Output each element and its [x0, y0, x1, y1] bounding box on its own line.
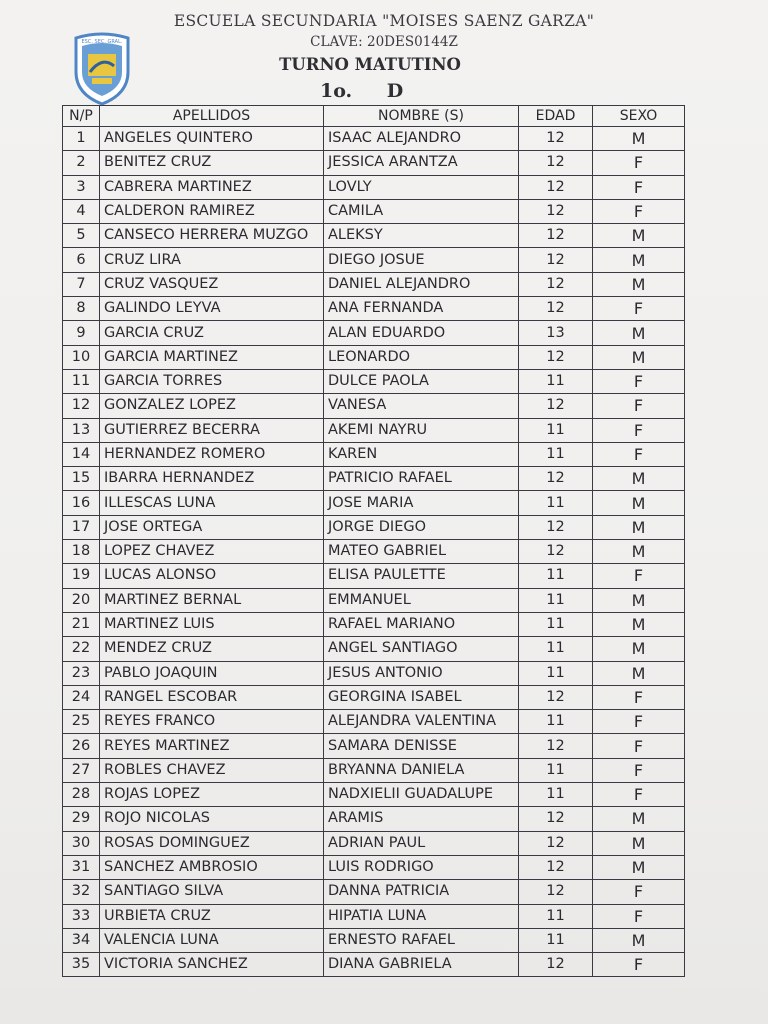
cell-sexo: F: [593, 175, 685, 199]
table-row: [63, 807, 685, 831]
cell-sexo: F: [593, 904, 685, 928]
cell-nombres: ALAN EDUARDO: [324, 321, 519, 345]
table-row: [63, 418, 685, 442]
cell-nombres: ANA FERNANDA: [324, 297, 519, 321]
cell-np: 29: [63, 807, 100, 831]
cell-np: 3: [63, 175, 100, 199]
table-row: [63, 369, 685, 393]
header-nombres: NOMBRE (S): [324, 106, 519, 127]
cell-np: 11: [63, 369, 100, 393]
cell-apellidos: VALENCIA LUNA: [100, 928, 324, 952]
cell-np: 25: [63, 710, 100, 734]
cell-nombres: DANNA PATRICIA: [324, 880, 519, 904]
cell-nombres: JOSE MARIA: [324, 491, 519, 515]
cell-np: 32: [63, 880, 100, 904]
cell-edad: 12: [519, 953, 593, 977]
cell-apellidos: MENDEZ CRUZ: [100, 637, 324, 661]
cell-nombres: HIPATIA LUNA: [324, 904, 519, 928]
cell-np: 19: [63, 564, 100, 588]
cell-nombres: DANIEL ALEJANDRO: [324, 272, 519, 296]
table-row: [63, 734, 685, 758]
cell-sexo: F: [593, 394, 685, 418]
table-row: [63, 297, 685, 321]
cell-nombres: LOVLY: [324, 175, 519, 199]
group-label: 1o. D: [320, 80, 404, 102]
table-row: [63, 394, 685, 418]
table-row: [63, 540, 685, 564]
cell-nombres: VANESA: [324, 394, 519, 418]
table-row: [63, 612, 685, 636]
cell-nombres: ARAMIS: [324, 807, 519, 831]
cell-edad: 11: [519, 928, 593, 952]
table-header: [63, 106, 685, 127]
cell-apellidos: SANCHEZ AMBROSIO: [100, 855, 324, 879]
header-row: [63, 106, 685, 127]
cell-edad: 12: [519, 199, 593, 223]
cell-np: 14: [63, 442, 100, 466]
cell-edad: 11: [519, 904, 593, 928]
cell-sexo: M: [593, 637, 685, 661]
cell-edad: 11: [519, 564, 593, 588]
cell-apellidos: GARCIA TORRES: [100, 369, 324, 393]
cell-np: 13: [63, 418, 100, 442]
cell-apellidos: SANTIAGO SILVA: [100, 880, 324, 904]
cell-nombres: ISAAC ALEJANDRO: [324, 127, 519, 151]
logo-text: ESC. SEC. GRAL.: [81, 39, 123, 45]
cell-apellidos: ROSAS DOMINGUEZ: [100, 831, 324, 855]
cell-edad: 12: [519, 807, 593, 831]
cell-np: 16: [63, 491, 100, 515]
cell-np: 18: [63, 540, 100, 564]
header-apellidos: APELLIDOS: [100, 106, 324, 127]
cell-edad: 12: [519, 175, 593, 199]
cell-nombres: ADRIAN PAUL: [324, 831, 519, 855]
cell-apellidos: IBARRA HERNANDEZ: [100, 467, 324, 491]
cell-sexo: F: [593, 442, 685, 466]
cell-edad: 12: [519, 394, 593, 418]
school-clave: CLAVE: 20DES0144Z: [310, 34, 458, 50]
cell-apellidos: RANGEL ESCOBAR: [100, 685, 324, 709]
cell-sexo: F: [593, 418, 685, 442]
cell-np: 33: [63, 904, 100, 928]
cell-edad: 12: [519, 272, 593, 296]
cell-edad: 11: [519, 758, 593, 782]
cell-apellidos: CRUZ VASQUEZ: [100, 272, 324, 296]
table-row: [63, 661, 685, 685]
cell-sexo: F: [593, 783, 685, 807]
cell-sexo: F: [593, 297, 685, 321]
header-np: N/P: [63, 106, 100, 127]
cell-sexo: F: [593, 564, 685, 588]
cell-sexo: M: [593, 588, 685, 612]
table-row: [63, 175, 685, 199]
cell-sexo: M: [593, 272, 685, 296]
cell-sexo: F: [593, 734, 685, 758]
cell-nombres: BRYANNA DANIELA: [324, 758, 519, 782]
cell-apellidos: GONZALEZ LOPEZ: [100, 394, 324, 418]
header-edad: EDAD: [519, 106, 593, 127]
table-body: [63, 127, 685, 977]
cell-apellidos: REYES FRANCO: [100, 710, 324, 734]
cell-edad: 12: [519, 224, 593, 248]
table-row: [63, 880, 685, 904]
document-header: [0, 0, 768, 106]
cell-np: 4: [63, 199, 100, 223]
cell-edad: 11: [519, 637, 593, 661]
cell-edad: 12: [519, 880, 593, 904]
cell-sexo: M: [593, 540, 685, 564]
cell-edad: 12: [519, 248, 593, 272]
cell-np: 34: [63, 928, 100, 952]
cell-edad: 12: [519, 151, 593, 175]
cell-np: 9: [63, 321, 100, 345]
header-sexo: SEXO: [593, 106, 685, 127]
cell-sexo: M: [593, 807, 685, 831]
cell-np: 2: [63, 151, 100, 175]
cell-nombres: ELISA PAULETTE: [324, 564, 519, 588]
cell-edad: 11: [519, 783, 593, 807]
cell-apellidos: ROBLES CHAVEZ: [100, 758, 324, 782]
cell-np: 1: [63, 127, 100, 151]
cell-sexo: M: [593, 928, 685, 952]
cell-nombres: KAREN: [324, 442, 519, 466]
table-row: [63, 345, 685, 369]
cell-np: 27: [63, 758, 100, 782]
cell-nombres: DULCE PAOLA: [324, 369, 519, 393]
cell-edad: 12: [519, 540, 593, 564]
cell-nombres: ANGEL SANTIAGO: [324, 637, 519, 661]
cell-edad: 11: [519, 612, 593, 636]
cell-sexo: M: [593, 855, 685, 879]
table-row: [63, 564, 685, 588]
cell-apellidos: CRUZ LIRA: [100, 248, 324, 272]
cell-np: 5: [63, 224, 100, 248]
cell-apellidos: MARTINEZ BERNAL: [100, 588, 324, 612]
table-row: [63, 783, 685, 807]
table-row: [63, 855, 685, 879]
cell-apellidos: LOPEZ CHAVEZ: [100, 540, 324, 564]
cell-sexo: M: [593, 831, 685, 855]
cell-apellidos: GARCIA CRUZ: [100, 321, 324, 345]
cell-edad: 11: [519, 491, 593, 515]
table-row: [63, 515, 685, 539]
cell-sexo: M: [593, 661, 685, 685]
shift-title: TURNO MATUTINO: [279, 55, 461, 74]
cell-nombres: CAMILA: [324, 199, 519, 223]
cell-apellidos: VICTORIA SANCHEZ: [100, 953, 324, 977]
cell-nombres: EMMANUEL: [324, 588, 519, 612]
table-row: [63, 710, 685, 734]
cell-nombres: MATEO GABRIEL: [324, 540, 519, 564]
cell-sexo: F: [593, 151, 685, 175]
cell-np: 8: [63, 297, 100, 321]
cell-np: 10: [63, 345, 100, 369]
cell-edad: 11: [519, 442, 593, 466]
cell-nombres: DIANA GABRIELA: [324, 953, 519, 977]
table-row: [63, 248, 685, 272]
cell-apellidos: REYES MARTINEZ: [100, 734, 324, 758]
cell-sexo: M: [593, 467, 685, 491]
cell-nombres: JESSICA ARANTZA: [324, 151, 519, 175]
table-row: [63, 272, 685, 296]
cell-sexo: M: [593, 491, 685, 515]
cell-apellidos: GARCIA MARTINEZ: [100, 345, 324, 369]
cell-apellidos: ANGELES QUINTERO: [100, 127, 324, 151]
table-row: [63, 637, 685, 661]
cell-edad: 12: [519, 734, 593, 758]
cell-apellidos: ROJO NICOLAS: [100, 807, 324, 831]
cell-apellidos: JOSE ORTEGA: [100, 515, 324, 539]
cell-edad: 11: [519, 661, 593, 685]
table-row: [63, 904, 685, 928]
cell-sexo: F: [593, 758, 685, 782]
cell-apellidos: HERNANDEZ ROMERO: [100, 442, 324, 466]
cell-np: 7: [63, 272, 100, 296]
cell-nombres: LEONARDO: [324, 345, 519, 369]
cell-nombres: JESUS ANTONIO: [324, 661, 519, 685]
cell-nombres: AKEMI NAYRU: [324, 418, 519, 442]
cell-nombres: SAMARA DENISSE: [324, 734, 519, 758]
cell-np: 24: [63, 685, 100, 709]
cell-np: 22: [63, 637, 100, 661]
cell-apellidos: BENITEZ CRUZ: [100, 151, 324, 175]
table-row: [63, 685, 685, 709]
cell-np: 12: [63, 394, 100, 418]
cell-sexo: F: [593, 710, 685, 734]
cell-sexo: M: [593, 127, 685, 151]
cell-edad: 12: [519, 467, 593, 491]
table-row: [63, 831, 685, 855]
cell-np: 21: [63, 612, 100, 636]
cell-nombres: PATRICIO RAFAEL: [324, 467, 519, 491]
table-row: [63, 953, 685, 977]
cell-apellidos: LUCAS ALONSO: [100, 564, 324, 588]
cell-edad: 12: [519, 127, 593, 151]
cell-edad: 12: [519, 297, 593, 321]
cell-sexo: M: [593, 345, 685, 369]
cell-edad: 11: [519, 418, 593, 442]
cell-edad: 11: [519, 710, 593, 734]
cell-apellidos: ILLESCAS LUNA: [100, 491, 324, 515]
cell-edad: 12: [519, 831, 593, 855]
cell-edad: 11: [519, 588, 593, 612]
student-roster-table: [62, 105, 685, 977]
cell-apellidos: CANSECO HERRERA MUZGO: [100, 224, 324, 248]
cell-np: 23: [63, 661, 100, 685]
table-row: [63, 199, 685, 223]
cell-np: 30: [63, 831, 100, 855]
cell-np: 26: [63, 734, 100, 758]
cell-sexo: F: [593, 369, 685, 393]
cell-nombres: JORGE DIEGO: [324, 515, 519, 539]
table-row: [63, 758, 685, 782]
cell-np: 31: [63, 855, 100, 879]
cell-nombres: RAFAEL MARIANO: [324, 612, 519, 636]
table-row: [63, 442, 685, 466]
cell-nombres: ERNESTO RAFAEL: [324, 928, 519, 952]
cell-apellidos: GUTIERREZ BECERRA: [100, 418, 324, 442]
cell-apellidos: MARTINEZ LUIS: [100, 612, 324, 636]
cell-sexo: M: [593, 321, 685, 345]
cell-apellidos: PABLO JOAQUIN: [100, 661, 324, 685]
cell-apellidos: URBIETA CRUZ: [100, 904, 324, 928]
school-name: ESCUELA SECUNDARIA "MOISES SAENZ GARZA": [173, 12, 595, 30]
table-row: [63, 588, 685, 612]
table-row: [63, 151, 685, 175]
cell-np: 15: [63, 467, 100, 491]
cell-edad: 13: [519, 321, 593, 345]
cell-edad: 12: [519, 345, 593, 369]
cell-np: 35: [63, 953, 100, 977]
table-row: [63, 321, 685, 345]
table-row: [63, 467, 685, 491]
cell-sexo: M: [593, 515, 685, 539]
cell-nombres: ALEJANDRA VALENTINA: [324, 710, 519, 734]
cell-np: 20: [63, 588, 100, 612]
cell-sexo: F: [593, 685, 685, 709]
cell-sexo: M: [593, 248, 685, 272]
cell-sexo: F: [593, 199, 685, 223]
cell-edad: 12: [519, 855, 593, 879]
cell-edad: 12: [519, 685, 593, 709]
table-row: [63, 928, 685, 952]
cell-edad: 12: [519, 515, 593, 539]
cell-edad: 11: [519, 369, 593, 393]
cell-np: 6: [63, 248, 100, 272]
cell-apellidos: GALINDO LEYVA: [100, 297, 324, 321]
cell-nombres: NADXIELII GUADALUPE: [324, 783, 519, 807]
cell-apellidos: CABRERA MARTINEZ: [100, 175, 324, 199]
cell-np: 17: [63, 515, 100, 539]
cell-apellidos: CALDERON RAMIREZ: [100, 199, 324, 223]
table-row: [63, 127, 685, 151]
cell-np: 28: [63, 783, 100, 807]
cell-sexo: F: [593, 880, 685, 904]
cell-nombres: DIEGO JOSUE: [324, 248, 519, 272]
cell-apellidos: ROJAS LOPEZ: [100, 783, 324, 807]
cell-nombres: LUIS RODRIGO: [324, 855, 519, 879]
cell-sexo: F: [593, 953, 685, 977]
cell-sexo: M: [593, 612, 685, 636]
cell-nombres: GEORGINA ISABEL: [324, 685, 519, 709]
cell-sexo: M: [593, 224, 685, 248]
cell-nombres: ALEKSY: [324, 224, 519, 248]
table-row: [63, 491, 685, 515]
table-row: [63, 224, 685, 248]
